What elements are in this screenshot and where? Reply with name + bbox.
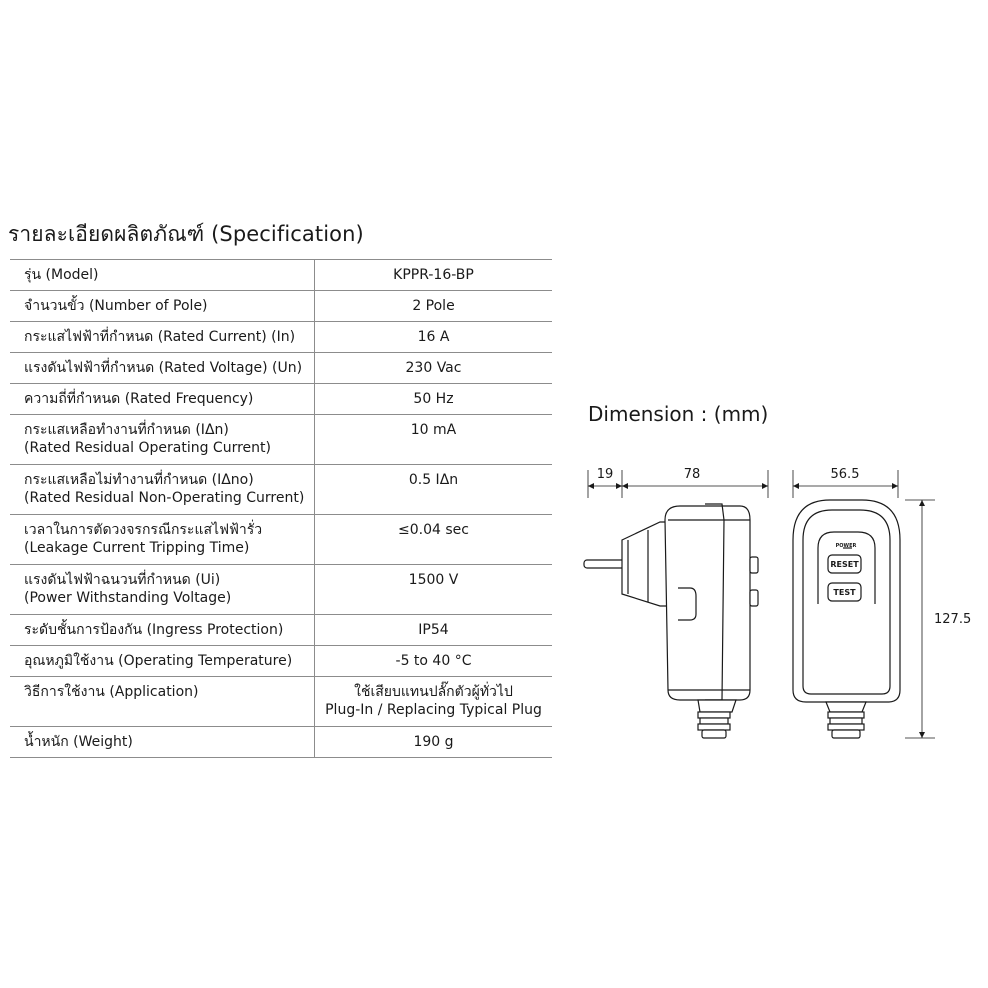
spec-row <box>10 615 552 646</box>
spec-value: -5 to 40 °C <box>395 653 472 669</box>
spec-label-cell <box>10 465 315 515</box>
spec-value: 230 Vac <box>405 360 462 376</box>
spec-value-cell <box>315 565 553 615</box>
spec-value-cell <box>315 322 553 353</box>
power-indicator-label: POWER <box>835 543 857 549</box>
spec-label-cell <box>10 727 315 758</box>
spec-value-cell <box>315 515 553 565</box>
spec-value: 190 g <box>413 734 454 750</box>
spec-label: อุณหภูมิใช้งาน (Operating Temperature) <box>24 653 293 669</box>
spec-label: (Rated Residual Non-Operating Current) <box>24 490 305 506</box>
spec-label: แรงดันไฟฟ้าฉนวนที่กำหนด (Ui) <box>24 572 221 588</box>
spec-value: 2 Pole <box>412 298 455 314</box>
spec-label-cell <box>10 260 315 291</box>
spec-value-cell <box>315 646 553 677</box>
spec-label-cell <box>10 353 315 384</box>
spec-row <box>10 415 552 465</box>
spec-label: (Rated Residual Operating Current) <box>24 440 271 456</box>
spec-value: ≤0.04 sec <box>398 522 469 538</box>
spec-row <box>10 384 552 415</box>
dimension-drawing <box>580 455 980 755</box>
spec-row <box>10 677 552 727</box>
spec-value-cell <box>315 677 553 727</box>
spec-label-cell <box>10 384 315 415</box>
spec-label: เวลาในการตัดวงจรกรณีกระแสไฟฟ้ารั่ว <box>24 522 263 538</box>
spec-value-cell <box>315 260 553 291</box>
spec-value-cell <box>315 465 553 515</box>
spec-value: 50 Hz <box>413 391 454 407</box>
spec-label: กระแสเหลือทำงานที่กำหนด (IΔn) <box>24 422 229 438</box>
spec-value-cell <box>315 291 553 322</box>
spec-label: ความถี่ที่กำหนด (Rated Frequency) <box>24 391 254 407</box>
spec-label: (Leakage Current Tripping Time) <box>24 540 250 556</box>
spec-value-cell <box>315 615 553 646</box>
spec-value-cell <box>315 384 553 415</box>
spec-label: วิธีการใช้งาน (Application) <box>24 684 199 700</box>
dim-plug-depth: 19 <box>596 467 614 482</box>
spec-table <box>10 259 552 758</box>
spec-value: 1500 V <box>408 572 459 588</box>
spec-label: น้ำหนัก (Weight) <box>24 734 133 750</box>
spec-value: ใช้เสียบแทนปลั๊กตัวผู้ทั่วไป <box>354 684 513 700</box>
spec-label-cell <box>10 415 315 465</box>
spec-label: รุ่น (Model) <box>24 267 99 283</box>
spec-label: จำนวนขั้ว (Number of Pole) <box>24 298 208 314</box>
reset-button-label: RESET <box>830 560 859 569</box>
spec-label-cell <box>10 677 315 727</box>
test-button-label: TEST <box>833 588 856 597</box>
spec-value-cell <box>315 727 553 758</box>
spec-title: รายละเอียดผลิตภัณฑ์ (Specification) <box>8 222 364 246</box>
spec-value: Plug-In / Replacing Typical Plug <box>325 702 542 718</box>
spec-row <box>10 727 552 758</box>
spec-row <box>10 353 552 384</box>
spec-value: 10 mA <box>410 422 457 438</box>
spec-label-cell <box>10 291 315 322</box>
spec-row <box>10 646 552 677</box>
spec-label: กระแสเหลือไม่ทำงานที่กำหนด (IΔno) <box>24 472 254 488</box>
spec-row <box>10 515 552 565</box>
spec-value: KPPR-16-BP <box>393 267 474 283</box>
spec-row <box>10 260 552 291</box>
spec-value: IP54 <box>418 622 449 638</box>
spec-value-cell <box>315 353 553 384</box>
spec-label-cell <box>10 646 315 677</box>
spec-value: 16 A <box>417 329 450 345</box>
spec-value-cell <box>315 415 553 465</box>
spec-label: กระแสไฟฟ้าที่กำหนด (Rated Current) (In) <box>24 329 296 345</box>
spec-row <box>10 322 552 353</box>
spec-label-cell <box>10 322 315 353</box>
spec-label: แรงดันไฟฟ้าที่กำหนด (Rated Voltage) (Un) <box>24 360 303 376</box>
dim-height: 127.5 <box>934 612 972 627</box>
spec-label-cell <box>10 515 315 565</box>
dim-width: 56.5 <box>830 467 860 482</box>
spec-label-cell <box>10 565 315 615</box>
dim-body-depth: 78 <box>683 467 701 482</box>
dimension-title: Dimension : (mm) <box>588 402 769 426</box>
spec-label: (Power Withstanding Voltage) <box>24 590 232 606</box>
spec-row <box>10 291 552 322</box>
spec-row <box>10 465 552 515</box>
spec-value: 0.5 IΔn <box>408 472 459 488</box>
spec-row <box>10 565 552 615</box>
spec-label-cell <box>10 615 315 646</box>
spec-label: ระดับชั้นการป้องกัน (Ingress Protection) <box>24 622 284 638</box>
